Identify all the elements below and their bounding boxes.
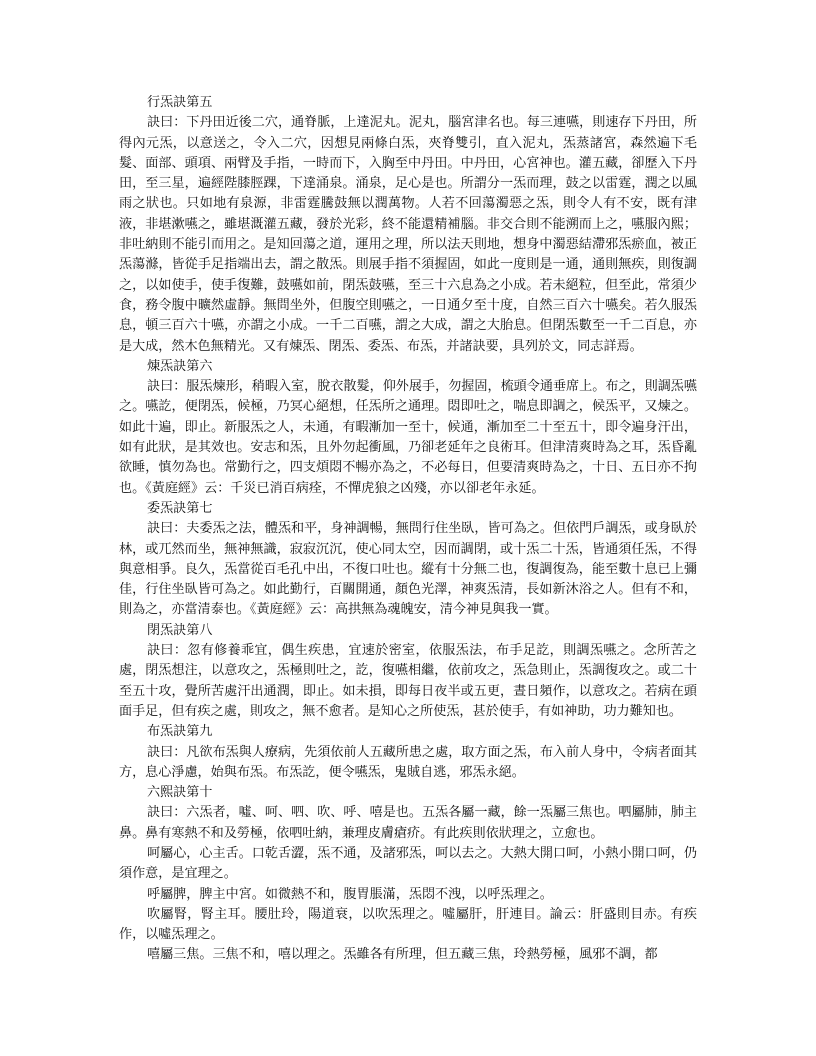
paragraph: 呵屬心，心主舌。口乾舌澀，炁不通，及諸邪炁，呵以去之。大熱大開口呵，小熱小開口呵，仍須作意，是宜理之。 <box>119 845 697 882</box>
document-page <box>119 93 697 966</box>
section-buqi <box>119 722 697 783</box>
paragraph: 嘻屬三焦。三焦不和，嘻以理之。炁雖各有所理，但五藏三焦，玲熱勞極，風邪不調，都 <box>147 947 658 963</box>
paragraph: 訣曰：夫委炁之法，體炁和平，身神調暢，無問行住坐臥，皆可為之。但依門戶調炁，或身臥於林，或兀然而坐，無神無識，寂寂沉沉，使心同太空，因而調閉，或十炁二十炁，皆通須任炁，不得與意相爭。良久，炁當從百毛孔中出，不復口吐也。縱有十分無二也，復調復為，能至數十息已上彌佳，行住坐臥皆可為之。如此勤行，百關開通，顏色光澤，神爽炁清，長如新沐浴之人。但有不和，則為之，亦當清泰也。《黃庭經》云：高拱無為魂魄安，清今神見與我一實。 <box>119 521 697 618</box>
paragraph: 訣曰：下丹田近後二穴，通脊脈，上達泥丸。泥丸，腦宮津名也。每三連嚥，則速存下丹田，所得內元炁，以意送之，令入二穴，因想見兩條白炁，夾脊雙引，直入泥丸，炁蒸諸宮，森然遍下毛髮、面部、頭項、兩臂及手指，一時而下，入胸至中丹田。中丹田，心宮神也。灌五藏，卻歷入下丹田，至三星，遍經陛膝脛踝，下達涌泉。涌泉，足心是也。所謂分一炁而理，鼓之以雷霆，潤之以風雨之狀也。只如地有泉源，非雷霆騰鼓無以潤萬物。人若不回蕩濁惡之炁，則令人有不安，既有津液，非堪漱嚥之，雖堪溉灌五藏，發於光彩，終不能還精補腦。非交合則不能溯而上之，嚥服內熙；非吐納則不能引而用之。是知回蕩之道，運用之理，所以法天則地，想身中濁惡結滯邪炁瘀血，被正炁蕩滌，皆從手足指端出去，謂之散炁。則展手指不須握固，如此一度則是一通，通則無疾，則復調之，以如使手，使手復難，鼓嚥如前，閉炁鼓嚥，至三十六息為之小成。若未絕粒，但至此，常須少食，務令腹中曠然虛靜。無問坐外，但腹空則嚥之，一日通夕至十度，自然三百六十嚥矣。若久服炁息，頓三百六十嚥，亦謂之小成。一千二百嚥，謂之大成，謂之大胎息。但閉炁數至一千二百息，亦是大成，然木色無精光。又有煉炁、閉炁、委炁、布炁，并諸訣要，具列於文，同志詳焉。 <box>119 115 697 354</box>
paragraph: 呼屬脾，脾主中宮。如微熱不和，腹胃脹滿，炁悶不洩，以呼炁理之。 <box>147 886 553 902</box>
paragraph: 訣曰：忽有修養乖宜，偶生疾患，宜速於密室，依服炁法，布手足訖，則調炁嚥之。念所苦之處，閉炁想注，以意攻之，炁極則吐之，訖，復嚥相繼，依前攻之，炁急則止，炁調復攻之。或二十至五十攻，覺所苦處汗出通潤，即止。如未損，即每日夜半或五更，晝日頻作，以意攻之。若病在頭面手足，但有疾之處，則攻之，無不愈者。是知心之所使炁，甚於使手，有如神助，功力難知也。 <box>119 643 697 719</box>
paragraph: 訣曰：六炁者，噓、呵、呬、吹、呼、嘻是也。五炁各屬一藏，餘一炁屬三焦也。呬屬肺，肺主鼻。鼻有寒熱不和及勞極，依呬吐納，兼理皮膚瘡疥。有此疾則依狀理之，立愈也。 <box>119 805 697 841</box>
section-title: 行炁訣第五 <box>147 95 213 110</box>
section-title: 布炁訣第九 <box>147 724 213 740</box>
section-liuxi <box>119 783 697 966</box>
section-title: 閉炁訣第八 <box>147 622 213 638</box>
paragraph: 訣曰：凡欲布炁與人療病，先須依前人五藏所患之處，取方面之炁，布入前人身中，令病者面其方，息心淨慮，始與布炁。布炁訖，便令嚥炁，鬼賊自逃，邪炁永絕。 <box>119 744 697 780</box>
section-title: 委炁訣第七 <box>147 500 213 516</box>
section-lianqi <box>119 357 697 499</box>
section-title: 六熙訣第十 <box>147 785 213 801</box>
section-biqi <box>119 621 697 722</box>
paragraph: 吹屬腎，腎主耳。腰肚玲，陽道衰，以吹炁理之。噓屬肝，肝連目。論云：肝盛則目赤。有疾作，以噓炁理之。 <box>119 906 697 943</box>
section-weiqi <box>119 499 697 621</box>
section-xingqi <box>119 93 697 357</box>
section-title: 煉炁訣第六 <box>147 358 213 374</box>
paragraph: 訣曰：服炁煉形，稍暇入室，脫衣散髮，仰外展手，勿握固，梳頭令通垂席上。布之，則調炁嚥之。嚥訖，便閉炁，候極，乃冥心絕想，任炁所之通理。悶即吐之，喘息即調之，候炁平，又煉之。如此十遍，即止。新服炁之人，未通，有暇漸加一至十，候通，漸加至二十至五十，即令遍身汗出，如有此狀，是其效也。安志和炁，且外勿起衝風，乃卻老延年之良術耳。但津清爽時為之耳，炁昏亂欲睡，慎勿為也。常勤行之，四支煩悶不暢亦為之，不必每日，但要清爽時為之，十日、五日亦不拘也。《黃庭經》云：千災已消百病痊，不憚虎狼之凶殘，亦以卻老年永延。 <box>119 379 697 496</box>
